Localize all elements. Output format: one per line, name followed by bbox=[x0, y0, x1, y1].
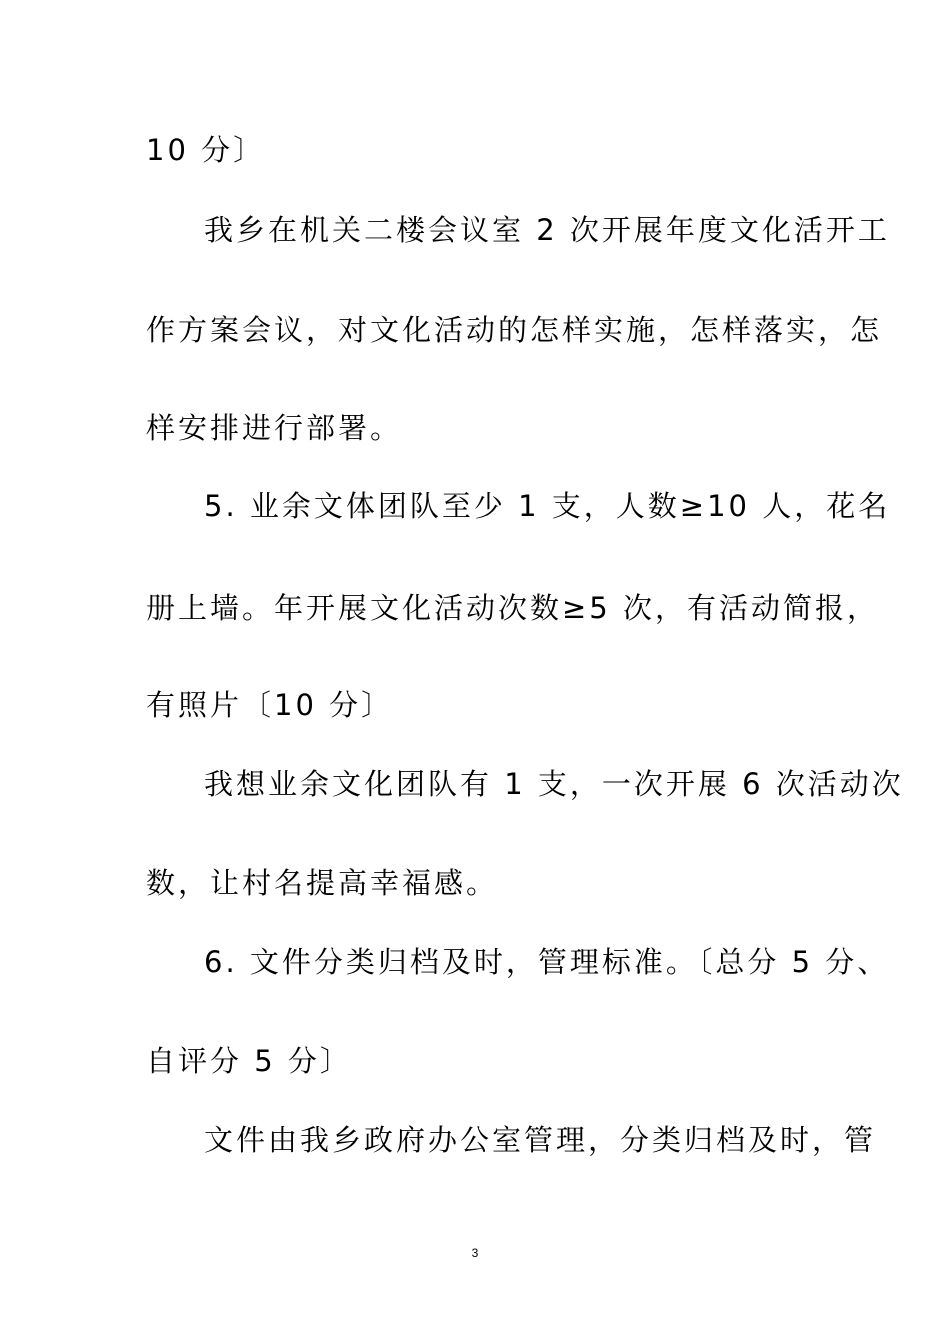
text-line-11: 自评分 5 分〕 bbox=[146, 1044, 352, 1078]
text-line-8: 我想业余文化团队有 1 支，一次开展 6 次活动次 bbox=[204, 767, 904, 801]
text-line-6: 册上墙。年开展文化活动次数≥5 次，有活动简报， bbox=[146, 591, 879, 625]
text-line-5: 5. 业余文体团队至少 1 支，人数≥10 人，花名 bbox=[204, 489, 891, 523]
text-line-4: 样安排进行部署。 bbox=[146, 411, 403, 445]
text-line-9: 数，让村名提高幸福感。 bbox=[146, 866, 499, 900]
text-line-7: 有照片〔10 分〕 bbox=[146, 688, 394, 722]
text-line-2: 我乡在机关二楼会议室 2 次开展年度文化活开工 bbox=[204, 213, 890, 247]
text-line-1: 10 分〕 bbox=[146, 133, 266, 167]
text-line-12: 文件由我乡政府办公室管理，分类归档及时，管 bbox=[204, 1123, 877, 1157]
text-line-3: 作方案会议，对文化活动的怎样实施，怎样落实，怎 bbox=[146, 313, 883, 347]
text-line-10: 6. 文件分类归档及时，管理标准。〔总分 5 分、 bbox=[204, 945, 890, 979]
page-number: 3 bbox=[471, 1246, 479, 1260]
